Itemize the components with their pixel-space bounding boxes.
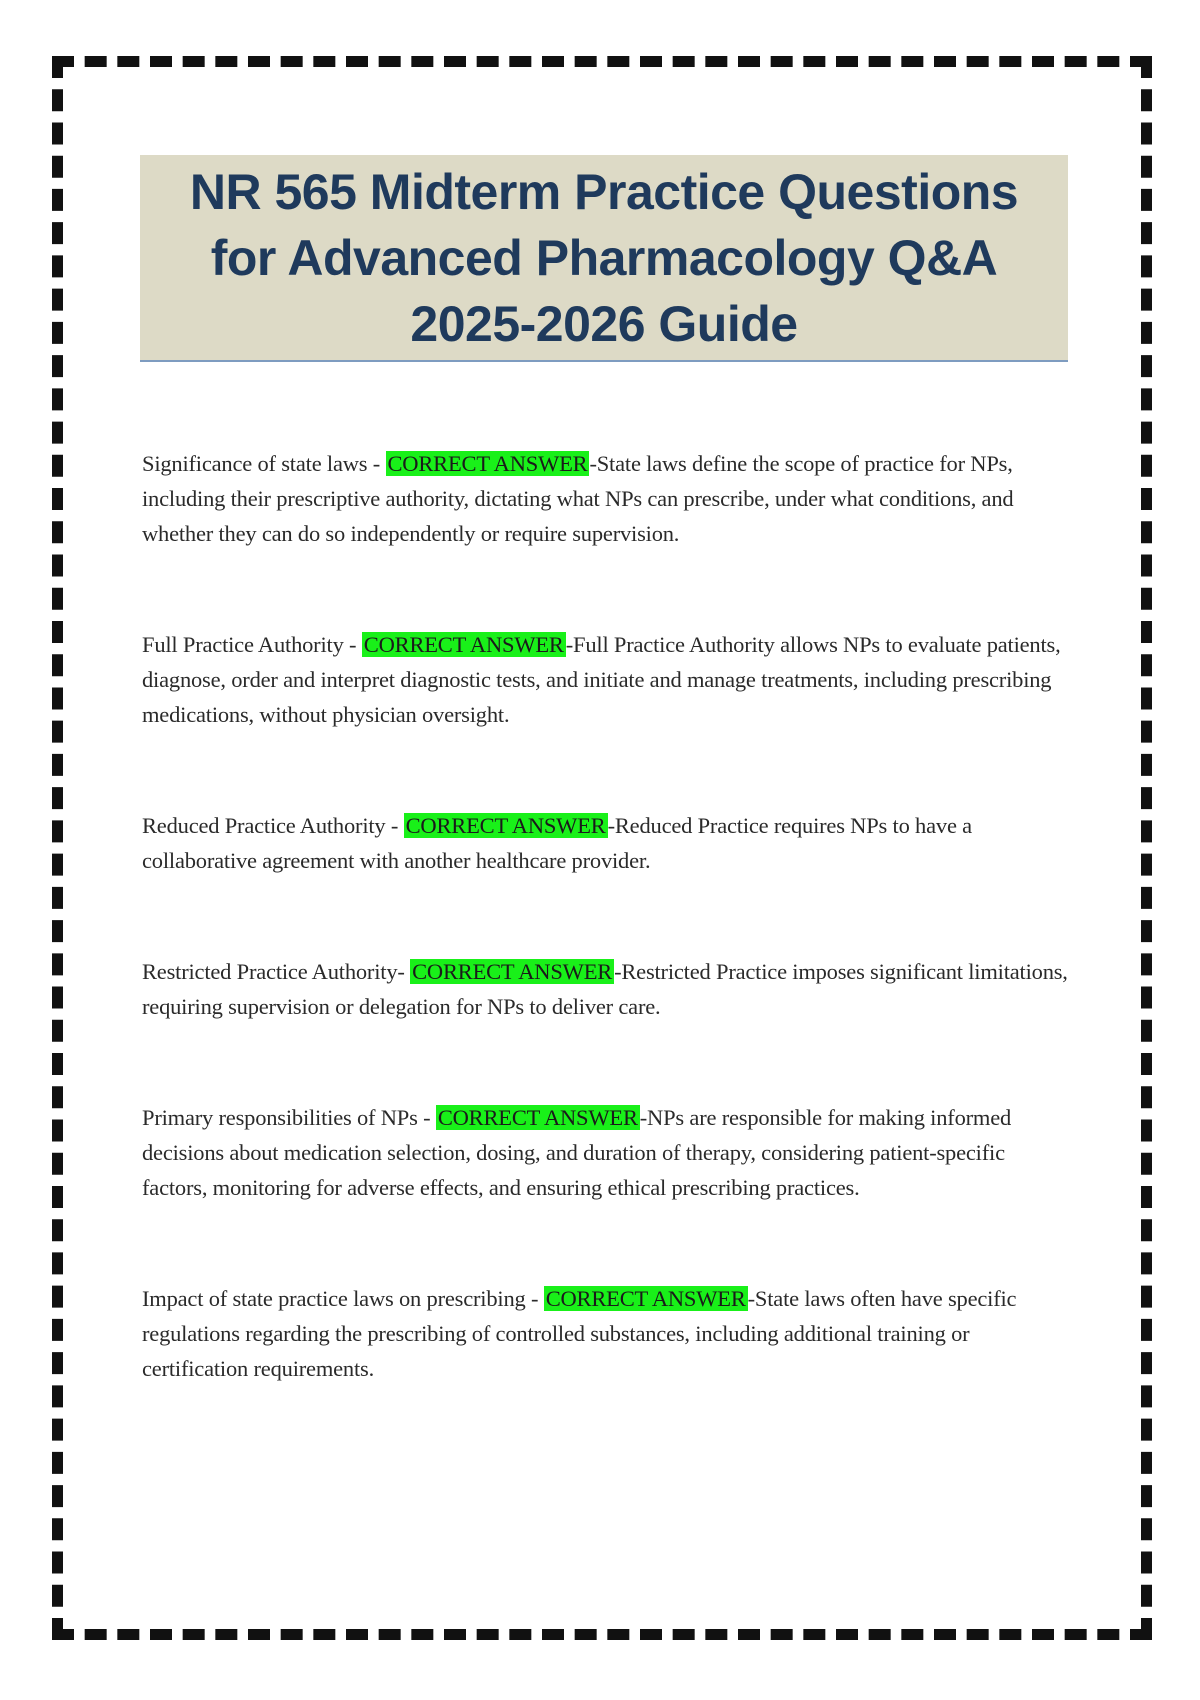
- qa-answer: -Reduced Practice requires NPs to have a collaborative agreement with another healthcare provider.: [142, 813, 972, 873]
- qa-answer: -NPs are responsible for making informed decisions about medication selection, dosing, and duration of therapy, considering patient-specific factors, monitoring for adverse effects, and ensuring ethical prescribing practices.: [142, 1105, 1012, 1200]
- qa-answer: -Restricted Practice imposes significant limitations, requiring supervision or delegation for NPs to deliver care.: [142, 959, 1068, 1019]
- correct-answer-tag: CORRECT ANSWER: [545, 1286, 746, 1311]
- correct-answer-tag: CORRECT ANSWER: [405, 813, 606, 838]
- qa-item-restricted-practice-authority: [142, 954, 1070, 1024]
- qa-answer: -State laws define the scope of practice for NPs, including their prescriptive authority, dictating what NPs can prescribe, under what conditions, and whether they can do so independently or require supervision.: [142, 451, 1014, 546]
- qa-item-primary-responsibilities: [142, 1100, 1070, 1205]
- qa-term: Full Practice Authority -: [142, 632, 362, 657]
- correct-answer-tag: CORRECT ANSWER: [363, 632, 564, 657]
- qa-list: [142, 446, 1070, 1462]
- qa-term: Primary responsibilities of NPs -: [142, 1105, 436, 1130]
- qa-term: Significance of state laws -: [142, 451, 386, 476]
- qa-term: Restricted Practice Authority-: [142, 959, 411, 984]
- qa-item-significance-of-state-laws: [142, 446, 1070, 551]
- qa-item-full-practice-authority: [142, 627, 1070, 732]
- qa-item-impact-of-state-practice-laws: [142, 1281, 1070, 1386]
- qa-term: Reduced Practice Authority -: [142, 813, 404, 838]
- correct-answer-tag: CORRECT ANSWER: [412, 959, 613, 984]
- title-banner: [140, 155, 1068, 362]
- qa-answer: -Full Practice Authority allows NPs to evaluate patients, diagnose, order and interpret diagnostic tests, and initiate and manage treatments, including prescribing medications, without physician oversight.: [142, 632, 1061, 727]
- correct-answer-tag: CORRECT ANSWER: [437, 1105, 638, 1130]
- correct-answer-tag: CORRECT ANSWER: [387, 451, 588, 476]
- title-line-2: for Advanced Pharmacology Q&A: [210, 229, 998, 286]
- qa-term: Impact of state practice laws on prescribing -: [142, 1286, 544, 1311]
- qa-answer: -State laws often have specific regulations regarding the prescribing of controlled substances, including additional training or certification requirements.: [142, 1286, 1017, 1381]
- title-line-3: 2025-2026 Guide: [410, 295, 798, 352]
- title-line-1: NR 565 Midterm Practice Questions: [189, 163, 1019, 220]
- qa-item-reduced-practice-authority: [142, 808, 1070, 878]
- document-title: [190, 159, 1018, 357]
